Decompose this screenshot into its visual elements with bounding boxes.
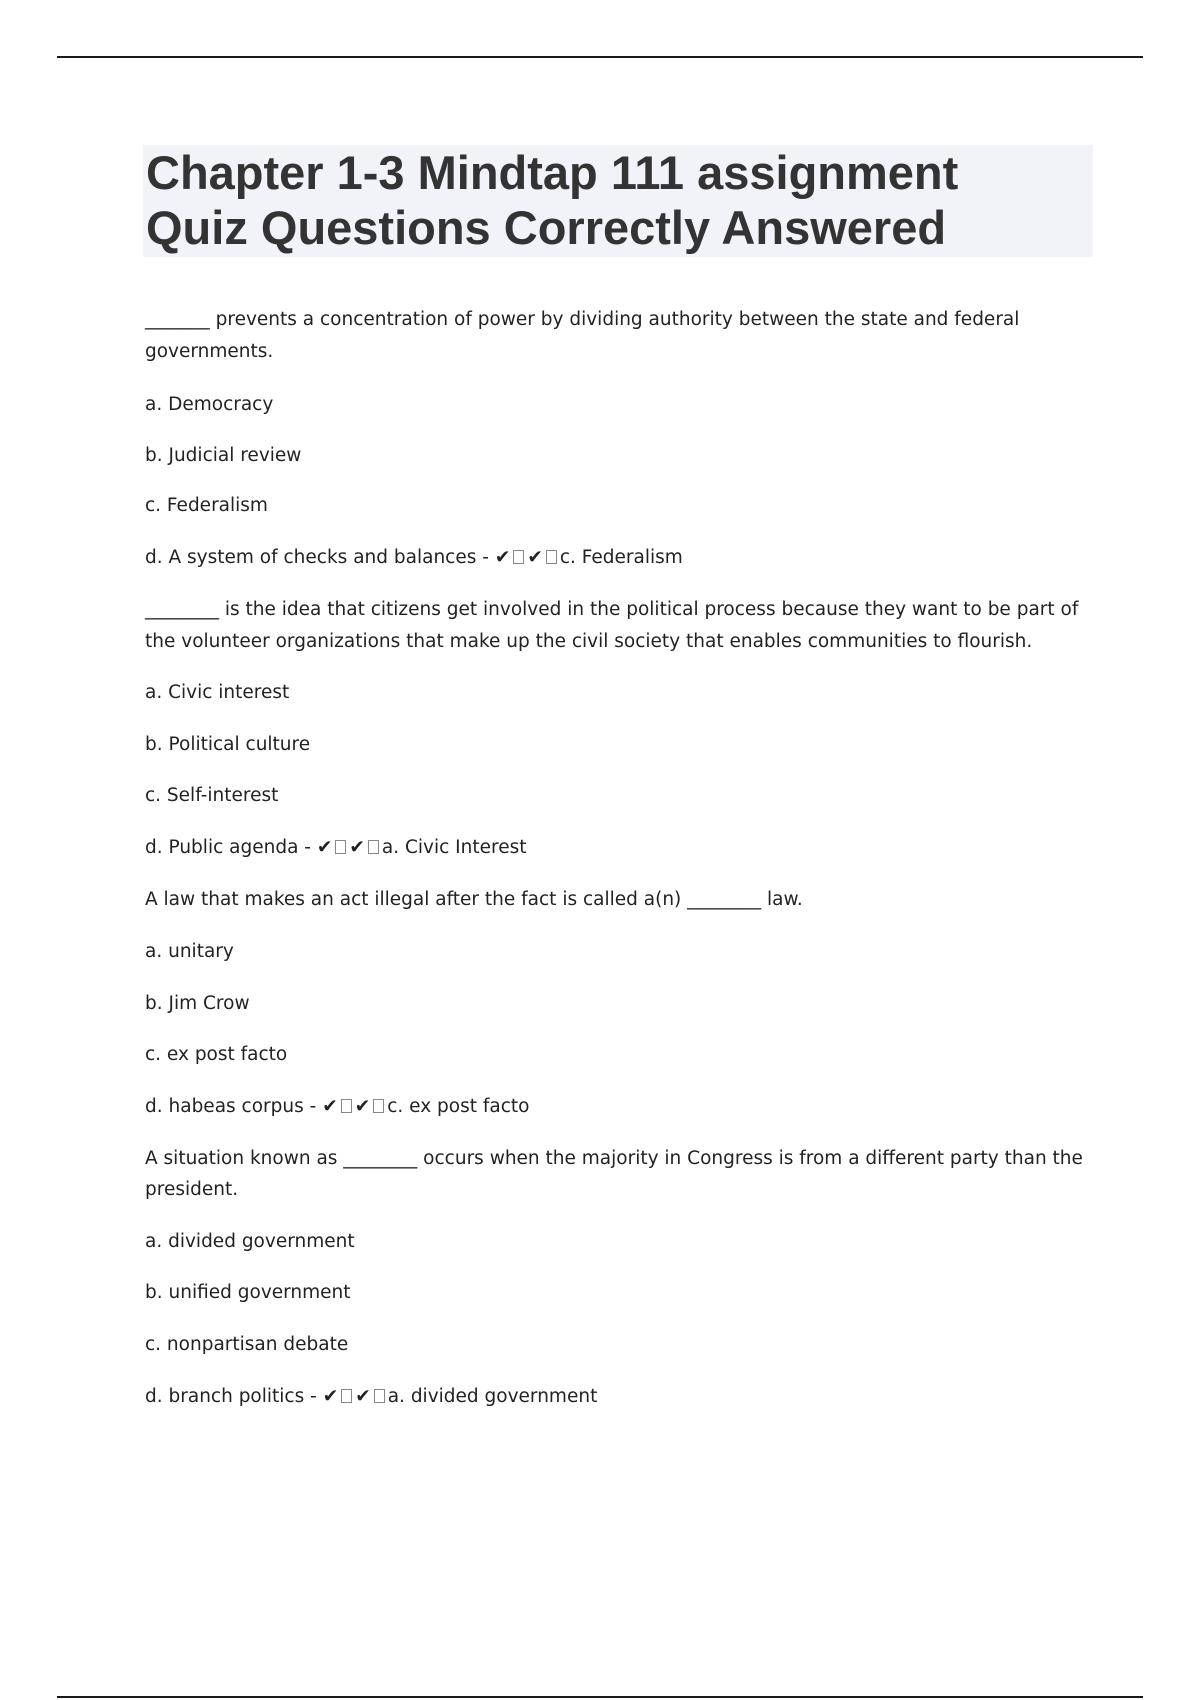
question-3-option-d-with-answer [145,1095,529,1119]
question-2-option-b: b. Political culture [145,734,311,755]
question-4-answer: a. divided government [387,1386,598,1407]
bottom-rule [57,1696,1143,1698]
question-3-answer: c. ex post facto [387,1096,530,1117]
question-4-option-a: a. divided government [145,1231,355,1252]
top-rule [57,56,1143,58]
question-2-prompt-line-2: the volunteer organizations that make up the civil society that enables communities to flourish. [145,631,1033,652]
missing-glyph-box-icon [373,1099,384,1113]
question-3-option-d: d. habeas corpus - [145,1096,317,1117]
question-4-prompt-line-1: A situation known as ________ occurs when the majority in Congress is from a different party than the [145,1148,1083,1169]
question-2-prompt-line-1: ________ is the idea that citizens get involved in the political process because they want to be part of [145,599,1079,620]
checkmark-icon: ✔ [527,547,543,568]
missing-glyph-box-icon [374,1389,385,1403]
missing-glyph-box-icon [368,840,379,854]
page-title-line-2: Quiz Questions Correctly Answered [146,201,947,254]
question-3-option-c: c. ex post facto [145,1044,288,1065]
question-1-option-a: a. Democracy [145,394,274,415]
missing-glyph-box-icon [546,550,557,564]
missing-glyph-box-icon [513,550,524,564]
checkmark-icon: ✔ [355,1386,371,1407]
checkmark-icon: ✔ [322,1386,339,1407]
question-4-option-c: c. nonpartisan debate [145,1334,349,1355]
missing-glyph-box-icon [341,1389,352,1403]
question-1-prompt-line-2: governments. [145,341,274,362]
question-2-option-a: a. Civic interest [145,682,290,703]
question-2-option-d-with-answer [145,836,526,860]
checkmark-icon: ✔ [354,1096,371,1117]
question-1-option-d-with-answer [145,546,683,570]
missing-glyph-box-icon [335,840,346,854]
question-2-answer: a. Civic Interest [381,837,527,858]
question-1-option-d: d. A system of checks and balances - [145,547,489,568]
question-3-option-b: b. Jim Crow [145,993,250,1014]
question-4-option-d: d. branch politics - [145,1386,317,1407]
missing-glyph-box-icon [341,1099,352,1113]
checkmark-icon: ✔ [349,837,365,858]
checkmark-icon: ✔ [322,1096,338,1117]
checkmark-icon: ✔ [494,547,511,568]
question-1-prompt-line-1: _______ prevents a concentration of power by dividing authority between the state and federal [145,309,1020,330]
question-1-option-b: b. Judicial review [145,445,302,466]
question-4-option-d-with-answer [145,1385,597,1409]
question-2-option-c: c. Self-interest [145,785,279,806]
question-3-option-a: a. unitary [145,941,234,962]
checkmark-icon: ✔ [316,837,333,858]
question-2-option-d: d. Public agenda - [145,837,311,858]
question-4-prompt-line-2: president. [145,1179,239,1200]
question-1-option-c: c. Federalism [145,495,268,516]
question-4-option-b: b. unified government [145,1282,351,1303]
question-3-prompt-line-1: A law that makes an act illegal after the fact is called a(n) ________ law. [145,889,803,910]
question-1-answer: c. Federalism [559,547,683,568]
page-title-line-1: Chapter 1-3 Mindtap 111 assignment [146,146,959,199]
